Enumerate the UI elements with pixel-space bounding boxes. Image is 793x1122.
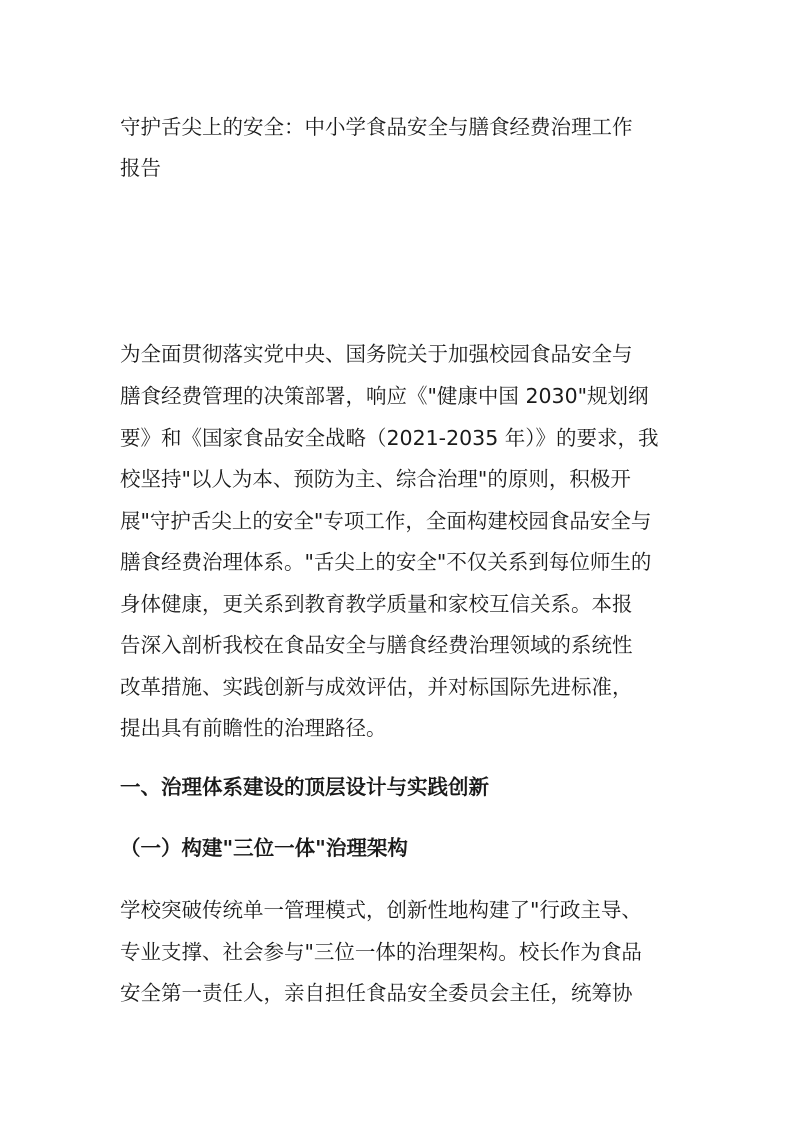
- body-paragraph-line: 学校突破传统单一管理模式，创新性地构建了"行政主导、: [120, 898, 642, 922]
- intro-paragraph-line: 展"守护舌尖上的安全"专项工作，全面构建校园食品安全与: [120, 509, 652, 533]
- intro-paragraph-line: 为全面贯彻落实党中央、国务院关于加强校园食品安全与: [120, 342, 633, 366]
- body-paragraph-line: 安全第一责任人，亲自担任食品安全委员会主任，统筹协: [120, 981, 633, 1005]
- intro-paragraph-line: 校坚持"以人为本、预防为主、综合治理"的原则，积极开: [120, 467, 631, 491]
- section-heading: 一、治理体系建设的顶层设计与实践创新: [120, 775, 489, 799]
- intro-paragraph-line: 要》和《国家食品安全战略（2021-2035 年）》的要求，我: [120, 426, 659, 450]
- intro-paragraph-line: 膳食经费管理的决策部署，响应《"健康中国 2030"规划纲: [120, 384, 649, 408]
- intro-paragraph-line: 告深入剖析我校在食品安全与膳食经费治理领域的系统性: [120, 633, 633, 657]
- intro-paragraph-line: 改革措施、实践创新与成效评估，并对标国际先进标准，: [120, 675, 633, 699]
- intro-paragraph-line: 身体健康，更关系到教育教学质量和家校互信关系。本报: [120, 592, 633, 616]
- subsection-heading: （一）构建"三位一体"治理架构: [120, 836, 408, 860]
- intro-paragraph-line: 膳食经费治理体系。"舌尖上的安全"不仅关系到每位师生的: [120, 550, 652, 574]
- document-title-line-1: 守护舌尖上的安全：中小学食品安全与膳食经费治理工作: [120, 115, 633, 139]
- body-paragraph-line: 专业支撑、社会参与"三位一体的治理架构。校长作为食品: [120, 940, 642, 964]
- document-title-line-2: 报告: [120, 156, 161, 180]
- intro-paragraph-line: 提出具有前瞻性的治理路径。: [120, 716, 387, 740]
